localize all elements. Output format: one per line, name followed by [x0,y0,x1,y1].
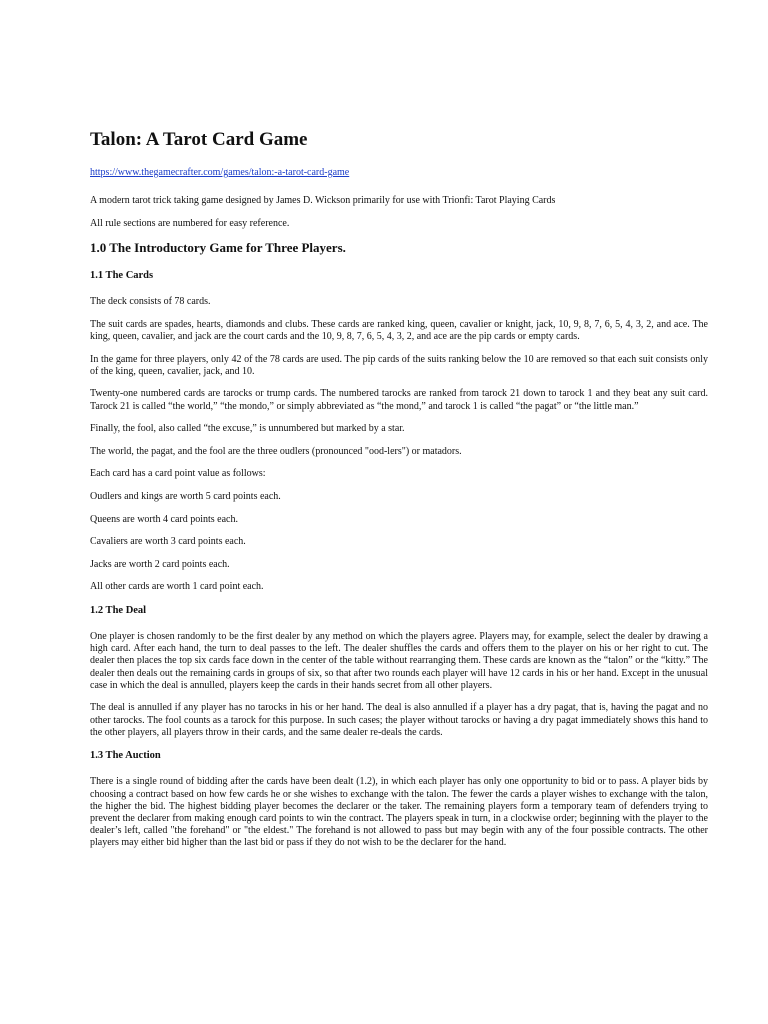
section-heading-1-2: 1.2 The Deal [90,604,147,616]
page-title: Talon: A Tarot Card Game [90,129,308,150]
card-value-line: Cavaliers are worth 3 card points each. [90,536,246,548]
section-heading-1-1: 1.1 The Cards [90,270,154,282]
deal-paragraph: The deal is annulled if any player has no tarocks in his or her hand. The deal is also annulled if a player has a dry pagat, that is, having the pagat and no other tarocks. The fool counts as a tarock for this purpose. In such cases; the player without tarocks or having a dry pagat immediately shows this hand to the other players, all players throw in their cards, and the same dealer re-deals the cards. [90,702,708,738]
card-value-line: Queens are worth 4 card points each. [90,513,238,525]
cards-paragraph: The world, the pagat, and the fool are the three oudlers (pronounced "ood-lers") or matadors. [90,445,462,457]
document-page [90,128,708,860]
deal-paragraph: One player is chosen randomly to be the first dealer by any method on which the players agree. Players may, for example, select the dealer by drawing a high card. After each hand, the turn to deal passes to the left. The dealer shuffles the cards and offers them to the player on his or her right to cut. The dealer then places the top six cards face down in the center of the table without rearranging them. These cards are known as the “talon” or the “kitty.” The dealer then deals out the remaining cards in groups of six, so that after two rounds each player will have 12 cards in his or her hand. Except in the unusual case in which the deal is annulled, players keep the cards in their hands secret from all other players. [90,630,708,691]
numbering-note: All rule sections are numbered for easy reference. [90,217,290,229]
card-value-line: All other cards are worth 1 card point each. [90,581,264,593]
cards-paragraph: Finally, the fool, also called “the excuse,” is unnumbered but marked by a star. [90,423,405,435]
intro-paragraph: A modern tarot trick taking game designed by James D. Wickson primarily for use with Trionfi: Tarot Playing Cards [90,195,556,206]
section-heading-1-0: 1.0 The Introductory Game for Three Players. [90,240,346,256]
cards-paragraph: Twenty-one numbered cards are tarocks or trump cards. The numbered tarocks are ranked from tarock 21 down to tarock 1 and they beat any suit card. Tarock 21 is called “the world,” “the mondo,” or simply abbreviated as “the mond,” and tarock 1 is called “the pagat” or “the little man.” [90,388,708,412]
cards-paragraph: In the game for three players, only 42 of the 78 cards are used. The pip cards of the suits ranking below the 10 are removed so that each suit consists only of the king, queen, cavalier, jack, and 10. [90,353,708,377]
cards-paragraph: Each card has a card point value as follows: [90,468,266,480]
cards-paragraph: The deck consists of 78 cards. [90,296,211,308]
cards-paragraph: The suit cards are spades, hearts, diamonds and clubs. These cards are ranked king, queen, cavalier or knight, jack, 10, 9, 8, 7, 6, 5, 4, 3, 2, and ace. The king, queen, cavalier, and jack are the court cards and the 10, 9, 8, 7, 6, 5, 4, 3, 2, and ace are the pip cards or empty cards. [90,318,708,342]
card-value-line: Oudlers and kings are worth 5 card points each. [90,490,281,502]
auction-paragraph: There is a single round of bidding after the cards have been dealt (1.2), in which each player has only one opportunity to bid or to pass. A player bids by choosing a contract based on how few cards he or she wishes to exchange with the talon. The fewer the cards a player wishes to exchange with the talon, the higher the bid. The highest bidding player becomes the declarer or the taker. The remaining players form a temporary team of defenders trying to prevent the declarer from making enough card points to win the contract. The players speak in turn, in a clockwise order; beginning with the player to the dealer’s left, called "the forehand" or "the eldest." The forehand is not allowed to pass but may begin with any of the four possible contracts. The other players may either bid higher than the last bid or pass if they do not wish to be the declarer for the hand. [90,776,708,849]
game-link[interactable]: https://www.thegamecrafter.com/games/talon:-a-tarot-card-game [90,167,350,178]
section-heading-1-3: 1.3 The Auction [90,750,161,762]
card-value-line: Jacks are worth 2 card points each. [90,558,230,570]
